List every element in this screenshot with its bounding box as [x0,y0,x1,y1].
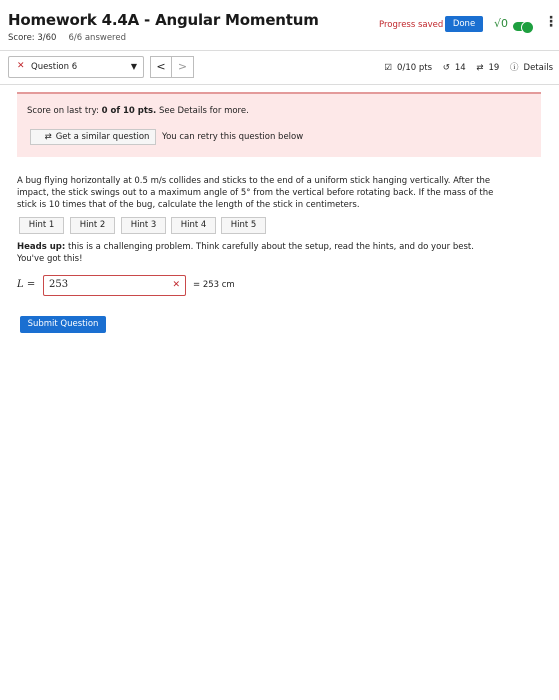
last-try-alert [17,92,541,157]
last-try-message [27,106,249,116]
answer-preview: = 253 cm [193,280,235,290]
hint-2-button[interactable]: Hint 2 [70,217,115,234]
answer-row [17,275,317,297]
math-toggle-label: √0 [494,17,509,30]
answer-variable-label: L = [17,279,36,290]
math-view-toggle[interactable] [513,22,533,31]
cycle-icon: ⇄ [476,63,484,73]
x-icon: ✕ [17,61,25,71]
submit-question-button[interactable]: Submit Question [20,316,106,333]
next-question-button[interactable]: > [172,56,194,78]
similar-question-label: Get a similar question [55,132,150,142]
hint-4-button[interactable]: Hint 4 [171,217,216,234]
assignment-header [8,10,558,48]
attempts-count: 19 [488,63,500,73]
previous-question-button[interactable]: < [150,56,172,78]
incorrect-x-icon: ✕ [172,280,180,290]
heads-up-note [17,241,487,265]
info-icon[interactable]: ⓘ [510,63,519,73]
question-bar-divider [0,84,559,85]
done-button[interactable]: Done [445,16,483,32]
similar-question-button[interactable] [30,129,156,145]
question-select[interactable] [8,56,144,78]
hint-3-button[interactable]: Hint 3 [121,217,166,234]
answered-count: 6/6 answered [68,33,126,43]
last-try-suffix: See Details for more. [156,106,249,116]
header-divider [0,50,559,51]
question-stats [379,61,553,73]
heads-up-label: Heads up: [17,242,66,252]
last-try-prefix: Score on last try: [27,106,102,116]
checkbox-icon: ☑ [384,63,393,73]
last-try-score: 0 of 10 pts. [101,106,157,116]
swap-icon: ⇄ [44,132,52,142]
progress-saved-status: Progress saved [379,20,444,30]
details-link[interactable]: Details [523,63,553,73]
heads-up-text: this is a challenging problem. Think carefully about the setup, read the hints, and do your best. You've got this! [17,242,474,264]
kebab-menu-icon[interactable]: ⋮ [544,14,558,30]
score-summary [8,33,126,43]
answer-value: 253 [49,279,69,290]
retries-count: 14 [454,63,466,73]
assignment-title: Homework 4.4A - Angular Momentum [8,11,319,29]
points-text: 0/10 pts [397,63,432,73]
caret-down-icon: ▼ [130,62,137,71]
retry-note: You can retry this question below [162,132,304,142]
retry-icon: ↺ [442,63,450,73]
question-nav-bar [8,56,553,80]
problem-statement: A bug flying horizontally at 0.5 m/s collides and sticks to the end of a uniform stick hanging vertically. After the impact, the stick swings out to a maximum angle of 5° from the vertical before rotating back. If the mass of the stick is 10 times that of the bug, calculate the length of the stick in centimeters. [17,176,494,210]
question-select-value: Question 6 [31,62,78,72]
score-text: Score: 3/60 [8,33,57,43]
hint-5-button[interactable]: Hint 5 [221,217,266,234]
answer-input[interactable] [43,275,186,296]
hint-1-button[interactable]: Hint 1 [19,217,64,234]
